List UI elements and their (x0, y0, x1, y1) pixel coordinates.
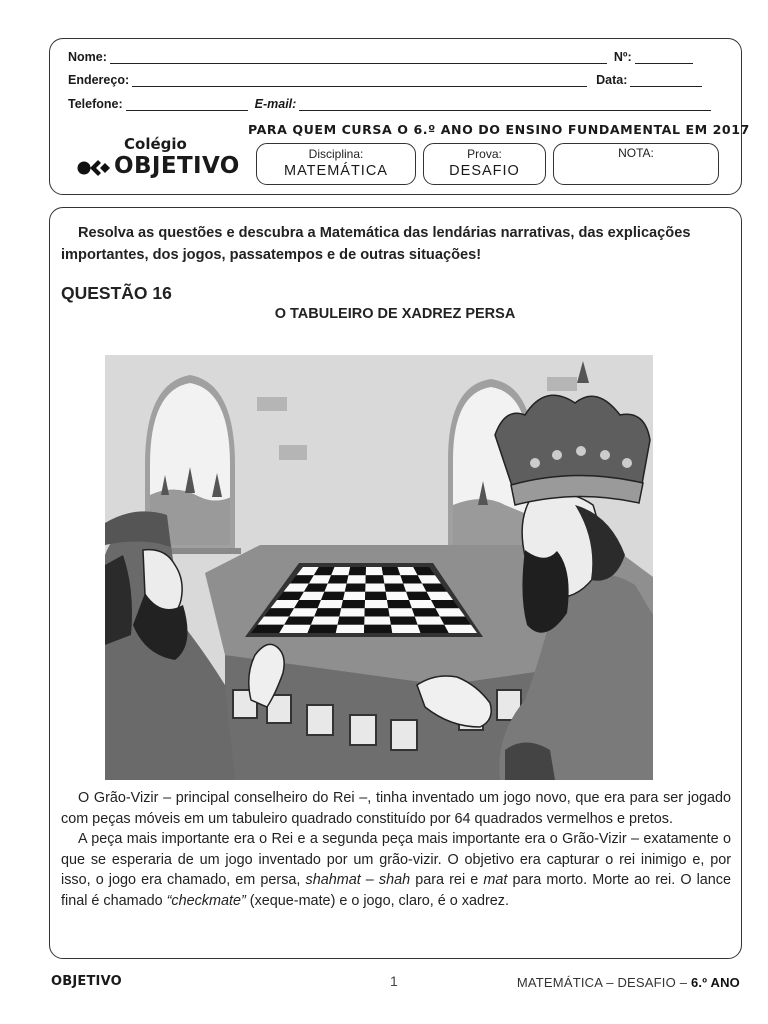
address-row (68, 71, 705, 87)
header-box (49, 38, 750, 195)
grade-label: NOTA: (618, 146, 654, 160)
board-square (328, 575, 349, 583)
p2-text-c: para rei e (410, 872, 484, 888)
board-square (388, 608, 414, 616)
name-row (68, 48, 696, 64)
board-square (345, 584, 366, 592)
paragraph-2 (61, 829, 731, 911)
exam-box (423, 143, 546, 185)
number-field[interactable] (635, 51, 693, 64)
board-square (391, 625, 421, 633)
school-logo (76, 135, 246, 183)
phone-label: Telefone: (68, 97, 123, 111)
footer-subject (517, 975, 740, 990)
chess-illustration (105, 355, 653, 780)
wall-brick (547, 377, 577, 391)
board-square (366, 567, 383, 575)
logo-mark-icon (76, 157, 114, 179)
exam-label: Prova: (467, 147, 502, 161)
board-square (324, 584, 346, 592)
main-box (49, 207, 742, 959)
board-square (384, 584, 406, 592)
p2-text-b: – (360, 872, 379, 888)
email-label: E-mail: (254, 97, 297, 111)
board-square (364, 625, 392, 633)
board-square (386, 592, 409, 600)
board-square (311, 617, 340, 625)
question-subtitle: O TABULEIRO DE XADREZ PERSA (274, 306, 516, 322)
board-square (308, 625, 338, 633)
board-square (412, 608, 440, 616)
logo-main-text: OBJETIVO (114, 153, 240, 179)
discipline-label: Disciplina: (308, 147, 364, 161)
term-checkmate: “checkmate” (166, 892, 246, 909)
board-square (365, 608, 390, 616)
board-square (289, 608, 318, 616)
footer-brand: OBJETIVO (51, 974, 122, 989)
paragraph-1: O Grão-Vizir – principal conselheiro do Rei –, tinha inventado um jogo novo, que era para ser jogado com peças móveis em um tabuleiro quadrado constituído por 64 quadrados vermelhos e pretos. (61, 790, 731, 827)
term-shah: shah (378, 872, 411, 888)
email-field[interactable] (299, 98, 711, 111)
wall-brick (279, 445, 307, 460)
address-field[interactable] (132, 74, 587, 87)
intro-text: Resolva as questões e descubra a Matemática das lendárias narrativas, das explicações importantes, dos jogos, passatempos e de outras situações! (61, 225, 691, 263)
term-shahmat: shahmat (305, 872, 361, 888)
name-label: Nome: (68, 50, 107, 64)
discipline-value: MATEMÁTICA (284, 163, 388, 179)
board-square (341, 600, 365, 608)
p2-text-e: (xeque-mate) e o jogo, claro, é o xadrez. (245, 892, 509, 909)
board-square (314, 608, 341, 616)
number-label: Nº: (613, 50, 632, 64)
phone-field[interactable] (126, 98, 248, 111)
board-square (383, 575, 403, 583)
board-square (365, 592, 387, 600)
board-square (390, 617, 418, 625)
board-square (284, 617, 314, 625)
board-square (418, 625, 449, 633)
board-square (339, 608, 364, 616)
name-field[interactable] (110, 51, 607, 64)
board-square (366, 575, 385, 583)
grade-line: PARA QUEM CURSA O 6.º ANO DO ENSINO FUNDAMENTAL EM 2017 (248, 122, 750, 137)
board-square (364, 617, 391, 625)
footer-subject-text: MATEMÁTICA – DESAFIO – (516, 975, 691, 990)
board-square (415, 617, 445, 625)
logo-top-text: Colégio (124, 135, 187, 153)
board-square (409, 600, 435, 608)
board-square (387, 600, 412, 608)
date-field[interactable] (630, 74, 702, 87)
board-square (382, 567, 401, 575)
question-body (61, 788, 731, 911)
page-number: 1 (390, 973, 398, 989)
board-square (279, 625, 311, 633)
grade-box[interactable] (553, 143, 719, 185)
address-label: Endereço: (68, 73, 130, 87)
p2-text-a: A peça mais importante era o Rei e a segunda peça mais importante era o Grão-Vizir – exatamente o que se esperaria de um jogo inventado por um grão-vizir. O objetivo era capturar o rei inimigo e, por isso, o jogo era chamado, em persa, (61, 831, 731, 888)
contact-row (68, 95, 714, 111)
board-square (336, 625, 365, 633)
p2-text-d: para morto. Morte ao rei. O lance final é chamado (61, 872, 732, 909)
date-label: Data: (596, 73, 628, 87)
board-square (318, 600, 343, 608)
board-square (343, 592, 365, 600)
wall-brick (257, 397, 287, 411)
board-square (365, 584, 385, 592)
discipline-box (256, 143, 416, 185)
board-square (348, 567, 366, 575)
exam-value: DESAFIO (449, 163, 520, 179)
footer-grade: 6.º ANO (690, 975, 740, 990)
board-square (365, 600, 389, 608)
board-square (347, 575, 366, 583)
board-square (338, 617, 365, 625)
board-square (321, 592, 345, 600)
term-mat: mat (483, 872, 508, 888)
question-title: QUESTÃO 16 (61, 283, 172, 303)
